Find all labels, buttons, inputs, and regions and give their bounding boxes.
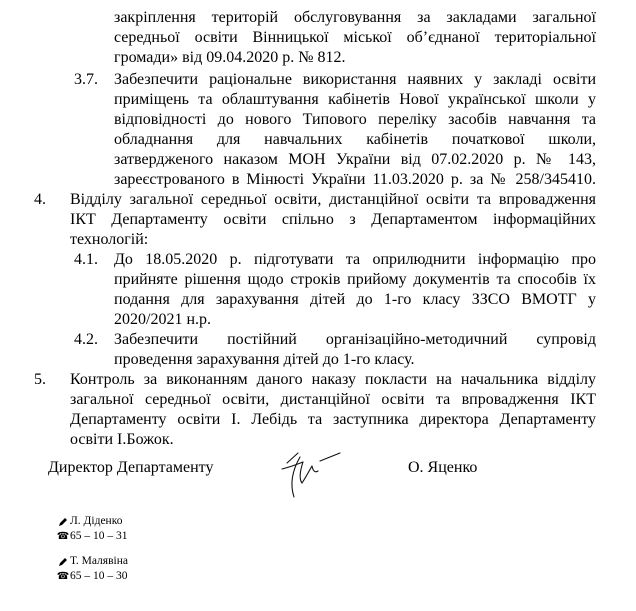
item-5 (70, 370, 596, 450)
text-line: Контроль за виконанням даного наказу покласти на начальника відділу (70, 371, 596, 388)
pencil-icon (58, 516, 68, 528)
item-3-7 (114, 70, 596, 190)
text-line: освіти І.Божок. (70, 431, 174, 448)
telephone-icon: ☎ (56, 531, 70, 542)
contact-phone-row (58, 529, 128, 544)
text-line: 2020/2021 н.р. (114, 311, 212, 328)
contact-name-row (58, 554, 128, 569)
text-line: подання для зарахування дітей до 1-го класу ЗЗСО ВМОТГ у (114, 291, 596, 308)
text-line: Відділу загальної середньої освіти, дистанційної освіти та впровадження (70, 191, 596, 208)
text-line: прийняте рішення щодо строків прийому документів та способів їх (114, 271, 596, 288)
text-line: обладнання для навчальних кабінетів початкової школи, (114, 131, 596, 148)
text-line: До 18.05.2020 р. підготувати та оприлюднити інформацію про (114, 251, 596, 268)
pencil-icon (58, 556, 68, 568)
item-number: 4.2. (74, 331, 98, 348)
text-line: середньої освіти Вінницької міської об’єднаної територіальної (114, 29, 596, 46)
text-line: відповідності до нового Типового переліку засобів навчання та (114, 111, 596, 128)
item-number: 4.1. (74, 251, 98, 268)
text-line: Забезпечити постійний організаційно-методичний супровід (114, 331, 596, 348)
signatory-name: О. Яценко (408, 459, 478, 476)
contact-name: Т. Малявіна (70, 555, 128, 567)
contact-phone: 65 – 10 – 31 (70, 530, 128, 542)
text-line: проведення зарахування дітей до 1-го класу. (114, 351, 415, 368)
contact-name-row (58, 514, 128, 529)
item-4 (70, 190, 596, 250)
contact-phone: 65 – 10 – 30 (70, 570, 128, 582)
contact-block (58, 514, 128, 544)
contact-phone-row (58, 569, 128, 584)
item-4-1 (114, 250, 596, 330)
text-line: затвердженого наказом МОН України від 07.02.2020 р. № 143, (114, 151, 596, 168)
contact-block (58, 554, 128, 584)
text-line: загальної середньої освіти, дистанційної освіти та впровадження ІКТ (70, 391, 596, 408)
text-line: зареєстрованого в Мінюсті України 11.03.2020 р. за № 258/345410. (114, 171, 596, 188)
text-line: приміщень та облаштування кабінетів Нової української школи у (114, 91, 596, 108)
item-number: 4. (34, 191, 46, 208)
text-line: Забезпечити раціональне використання наявних у закладі освіти (114, 71, 596, 88)
handwritten-signature (272, 447, 344, 501)
signatory-title: Директор Департаменту (48, 459, 214, 476)
text-line: Департаменту освіти І. Лебідь та заступника директора Департаменту (70, 411, 596, 428)
contact-name: Л. Діденко (70, 515, 123, 527)
text-line: громади» від 09.04.2020 р. № 812. (114, 49, 346, 66)
text-line: ІКТ Департаменту освіти спільно з Департаментом інформаційних (70, 211, 596, 228)
telephone-icon: ☎ (56, 571, 70, 582)
text-line: технологій: (70, 231, 149, 248)
item-number: 3.7. (74, 71, 98, 88)
item-3-6-continuation (114, 8, 596, 68)
text-line: закріплення територій обслуговування за закладами загальної (114, 9, 596, 26)
item-4-2 (114, 330, 596, 370)
item-number: 5. (34, 371, 46, 388)
